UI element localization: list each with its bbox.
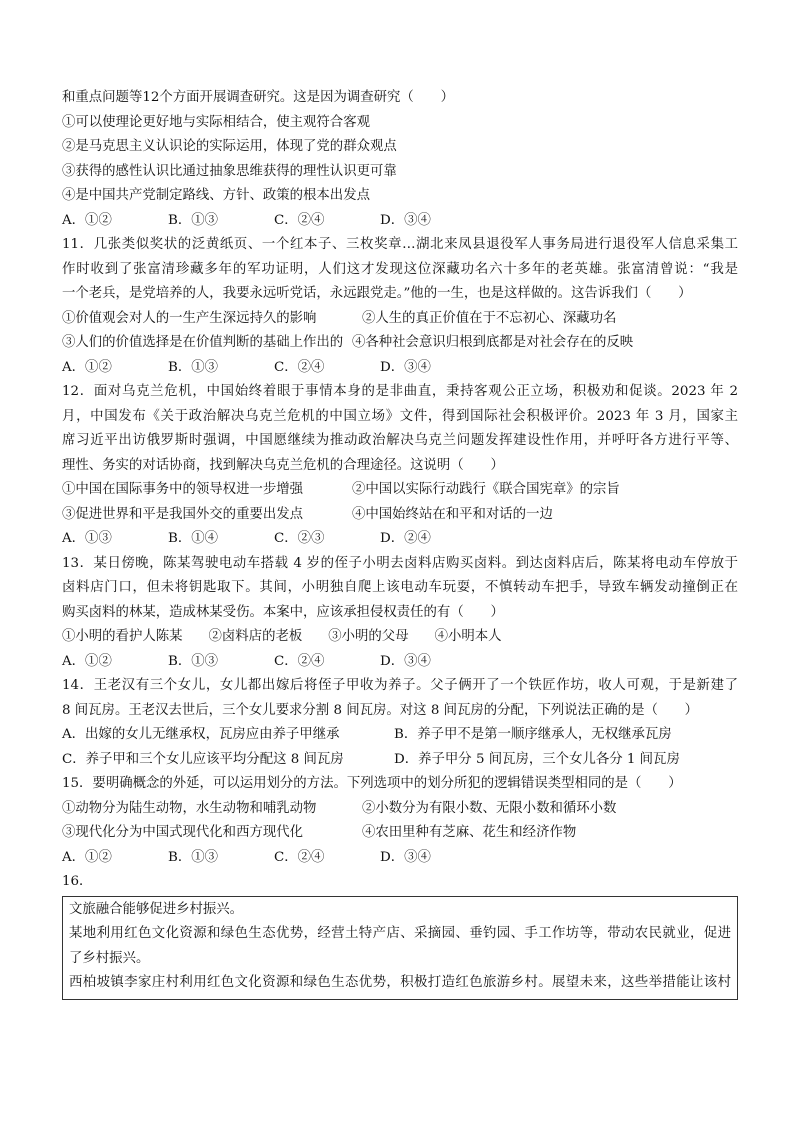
q10-option-a[interactable]: A．①②: [62, 212, 112, 228]
q14-options-row-2: [62, 748, 738, 773]
q11-stem-line-3: 一个老兵，是党培养的人，我要永远听党话，永远跟党走。”他的一生，也是这样做的。这告诉我们（ ）: [62, 286, 692, 301]
q16-box-line-3: 了乡村振兴。: [69, 950, 150, 966]
q16-material-box: [62, 896, 738, 1000]
q15-stem-line-1: 15．要明确概念的外延，可以运用划分的方法。下列选项中的划分所犯的逻辑错误类型相同的是（ ）: [62, 776, 682, 791]
q14-stem-line-2: 8 间瓦房。王老汉去世后，三个女儿要求分割 8 间瓦房。对这 8 间瓦房的分配，下列说法正确的是（ ）: [62, 702, 699, 718]
q10-stem: 和重点问题等12个方面开展调查研究。这是因为调查研究（ ）: [62, 90, 454, 105]
q11-item-3: ③人们的价值选择是在价值判断的基础上作出的: [62, 335, 344, 350]
q10-option-c[interactable]: C．②④: [274, 212, 325, 228]
q15-option-b[interactable]: B．①③: [168, 849, 219, 865]
q11-option-d[interactable]: D．③④: [380, 359, 431, 375]
q12-stem-line-4: 理性、务实的对话协商，找到解决乌克兰危机的合理途径。这说明（ ）: [62, 457, 504, 473]
q16-box-line-4: 西柏坡镇李家庄村利用红色文化资源和绿色生态优势，积极打造红色旅游乡村。展望未来，这些举措能让该村: [69, 975, 731, 990]
q11-items-row-1: [62, 307, 738, 332]
q12-option-b[interactable]: B．①④: [168, 531, 219, 546]
q11-option-b[interactable]: B．①③: [168, 359, 219, 375]
q11-option-a[interactable]: A．①②: [62, 359, 112, 375]
q16-box-line-1: 文旅融合能够促进乡村振兴。: [69, 901, 244, 917]
q13-stem-line-3: 购买卤料的林某，造成林某受伤。本案中，应该承担侵权责任的有（ ）: [62, 604, 504, 620]
q11-stem-line-2: 作时收到了张富清珍藏多年的军功证明，人们这才发现这位深藏功名六十多年的老英雄。张富清曾说：“我是: [62, 261, 738, 277]
q13-option-d[interactable]: D．③④: [380, 653, 431, 669]
q12-item-1: ①中国在国际事务中的领导权进一步增强: [62, 482, 304, 497]
q11-item-1: ①价值观会对人的一生产生深远持久的影响: [62, 310, 317, 326]
q13-stem-line-2: 卤料店门口，但未将钥匙取下。其间，小明独自爬上该电动车玩耍，不慎转动车把手，导致车辆发动撞倒正在: [62, 580, 738, 595]
q12-items-row-1: [62, 478, 738, 503]
q15-options: [62, 846, 738, 871]
q13-item-3: ③小明的父母: [328, 629, 409, 644]
q14-option-a[interactable]: A．出嫁的女儿无继承权，瓦房应由养子甲继承: [62, 727, 340, 742]
q12-item-2: ②中国以实际行动践行《联合国宪章》的宗旨: [352, 482, 620, 497]
q12-option-d[interactable]: D．②④: [380, 531, 431, 546]
q12-item-4: ④中国始终站在和平和对话的一边: [352, 506, 553, 522]
q13-option-c[interactable]: C．②④: [274, 653, 325, 669]
q13-item-2: ②卤料店的老板: [208, 629, 303, 644]
q13-items: [62, 625, 738, 650]
q10-item-3: ③获得的感性认识比通过抽象思维获得的理性认识更可靠: [62, 163, 397, 179]
q12-options: [62, 527, 738, 552]
q15-item-4: ④农田里种有芝麻、花生和经济作物: [362, 825, 577, 840]
q12-option-a[interactable]: A．①③: [62, 531, 112, 546]
q12-items-row-2: [62, 503, 738, 528]
q11-item-2: ②人生的真正价值在于不忘初心、深藏功名: [362, 310, 617, 326]
q15-items-row-2: [62, 821, 738, 846]
q10-options: [62, 209, 738, 234]
q14-options-row-1: [62, 723, 738, 748]
q15-items-row-1: [62, 797, 738, 822]
q13-option-a[interactable]: A．①②: [62, 653, 112, 669]
q12-stem-line-2: 月，中国发布《关于政治解决乌克兰危机的中国立场》文件，得到国际社会积极评价。2023 年 3 月，国家主: [62, 408, 738, 424]
q10-item-1: ①可以使理论更好地与实际相结合，使主观符合客观: [62, 114, 370, 130]
q11-items-row-2: [62, 331, 738, 356]
q11-options: [62, 356, 738, 381]
q15-option-a[interactable]: A．①②: [62, 849, 112, 865]
q13-option-b[interactable]: B．①③: [168, 653, 219, 669]
q12-option-c[interactable]: C．②③: [274, 531, 325, 546]
q15-item-3: ③现代化分为中国式现代化和西方现代化: [62, 825, 304, 840]
q11-option-c[interactable]: C．②④: [274, 359, 325, 375]
exam-content: [62, 86, 738, 1000]
q15-item-1: ①动物分为陆生动物，水生动物和哺乳动物: [62, 800, 317, 816]
q10-option-d[interactable]: D．③④: [380, 212, 431, 228]
q12-item-3: ③促进世界和平是我国外交的重要出发点: [62, 506, 304, 522]
q16-number: 16．: [62, 874, 93, 889]
q11-item-4: ④各种社会意识归根到底都是对社会存在的反映: [352, 335, 634, 350]
q14-stem-line-1: 14．王老汉有三个女儿，女儿都出嫁后将侄子甲收为养子。父子俩开了一个铁匠作坊，收人可观，于是新建了: [62, 678, 738, 693]
q14-option-c[interactable]: C．养子甲和三个女儿应该平均分配这 8 间瓦房: [62, 751, 344, 767]
q13-stem-line-1: 13．某日傍晚，陈某驾驶电动车搭载 4 岁的侄子小明去卤料店购买卤料。到达卤料店后，陈某将电动车停放于: [62, 555, 738, 571]
q12-stem-line-3: 席习近平出访俄罗斯时强调，中国愿继续为推动政治解决乌克兰问题发挥建设性作用，并呼吁各方进行平等、: [62, 433, 738, 448]
q11-stem-line-1: 11．几张类似奖状的泛黄纸页、一个红本子、三枚奖章…湖北来凤县退役军人事务局进行退役军人信息采集工: [62, 237, 738, 252]
q14-option-d[interactable]: D．养子甲分 5 间瓦房，三个女儿各分 1 间瓦房: [394, 751, 680, 767]
q10-option-b[interactable]: B．①③: [168, 212, 219, 228]
q12-stem-line-1: 12．面对乌克兰危机，中国始终着眼于事情本身的是非曲直，秉持客观公正立场，积极劝和促谈。2023 年 2: [62, 384, 738, 399]
q14-option-b[interactable]: B．养子甲不是第一顺序继承人，无权继承瓦房: [394, 727, 672, 742]
q10-item-2: ②是马克思主义认识论的实际运用，体现了党的群众观点: [62, 139, 397, 154]
q10-item-4: ④是中国共产党制定路线、方针、政策的根本出发点: [62, 188, 370, 203]
q15-option-c[interactable]: C．②④: [274, 849, 325, 865]
q15-item-2: ②小数分为有限小数、无限小数和循环小数: [362, 800, 617, 816]
q13-item-1: ①小明的看护人陈某: [62, 629, 183, 644]
q16-box-line-2: 某地利用红色文化资源和绿色生态优势，经营土特产店、采摘园、垂钓园、手工作坊等，带动农民就业，促进: [69, 926, 731, 941]
q15-option-d[interactable]: D．③④: [380, 849, 431, 865]
q13-options: [62, 650, 738, 675]
q13-item-4: ④小明本人: [434, 629, 502, 644]
